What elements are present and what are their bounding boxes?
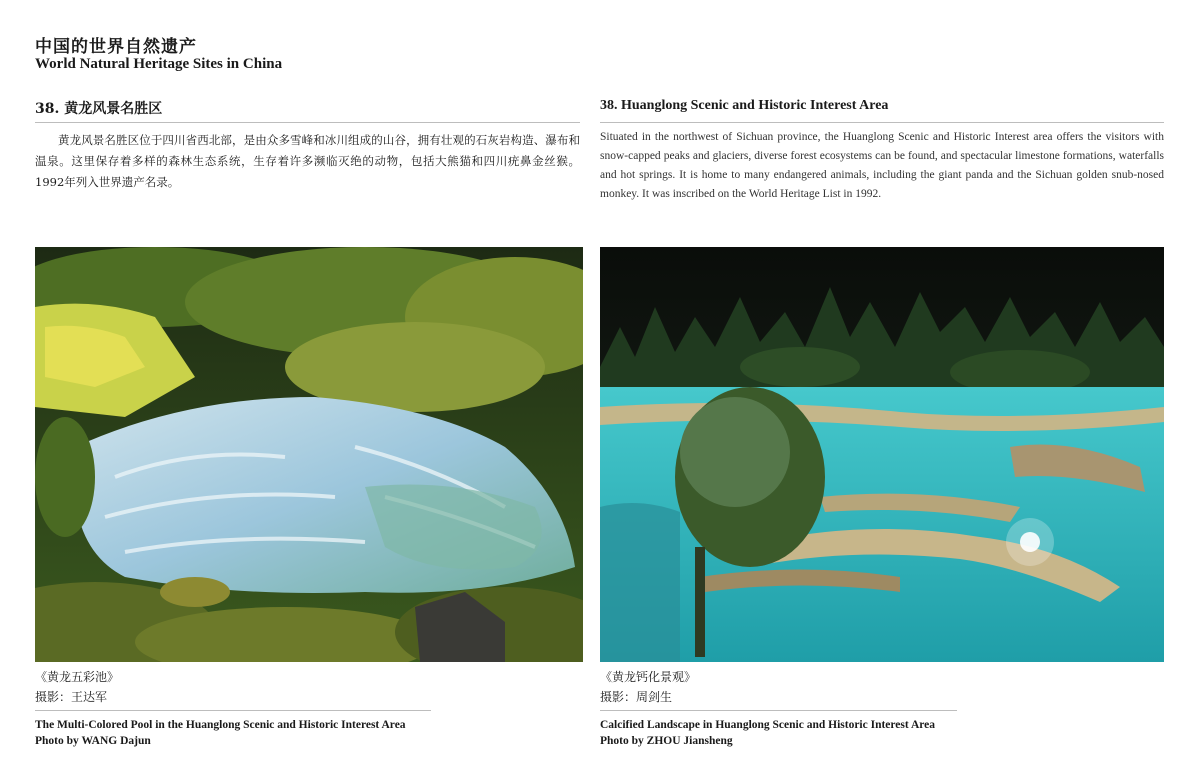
photo-caption-cn-right: 《黄龙钙化景观》 [600,670,697,684]
caption-divider-left [35,710,431,711]
photo-credit-en-right: Photo by ZHOU Jiansheng [600,735,733,747]
photo-multicolored-pool [35,247,583,662]
photo-caption-en-left: The Multi-Colored Pool in the Huanglong Scenic and Historic Interest Area [35,719,406,731]
section-divider-left [35,122,580,123]
page-title-en: World Natural Heritage Sites in China [35,56,283,72]
caption-divider-right [600,710,957,711]
photo-caption-cn-left: 《黄龙五彩池》 [35,670,120,684]
photo-credit-cn-right: 摄影：周剑生 [600,690,673,704]
description-en: Situated in the northwest of Sichuan province, the Huanglong Scenic and Historic Interest area offers the visitors with snow-capped peaks and glaciers, diverse forest ecosystems can be found, and spectacular limestone formations, waterfalls and hot springs. It is home to many endangered animals, including the giant panda and the Sichuan golden snub-nosed monkey. It was inscribed on the World Heritage List in 1992. [600,131,1164,200]
photo-caption-en-right: Calcified Landscape in Huanglong Scenic and Historic Interest Area [600,719,936,731]
photo-calcified-landscape [600,247,1164,662]
page-title-cn: 中国的世界自然遗产 [35,37,197,57]
section-divider-right [600,122,1164,123]
photo-credit-cn-left: 摄影：王达军 [35,690,108,704]
section-title-cn: 38. 黄龙风景名胜区 [35,101,163,117]
description-cn: 黄龙风景名胜区位于四川省西北部，是由众多雪峰和冰川组成的山谷，拥有壮观的石灰岩构造、瀑布和温泉。这里保存着多样的森林生态系统，生存着许多濒临灭绝的动物，包括大熊猫和四川疣鼻金丝猴。1992年列入世界遗产名录。 [35,133,580,189]
section-title-en: 38. Huanglong Scenic and Historic Interest Area [600,98,889,113]
photo-credit-en-left: Photo by WANG Dajun [35,735,151,747]
